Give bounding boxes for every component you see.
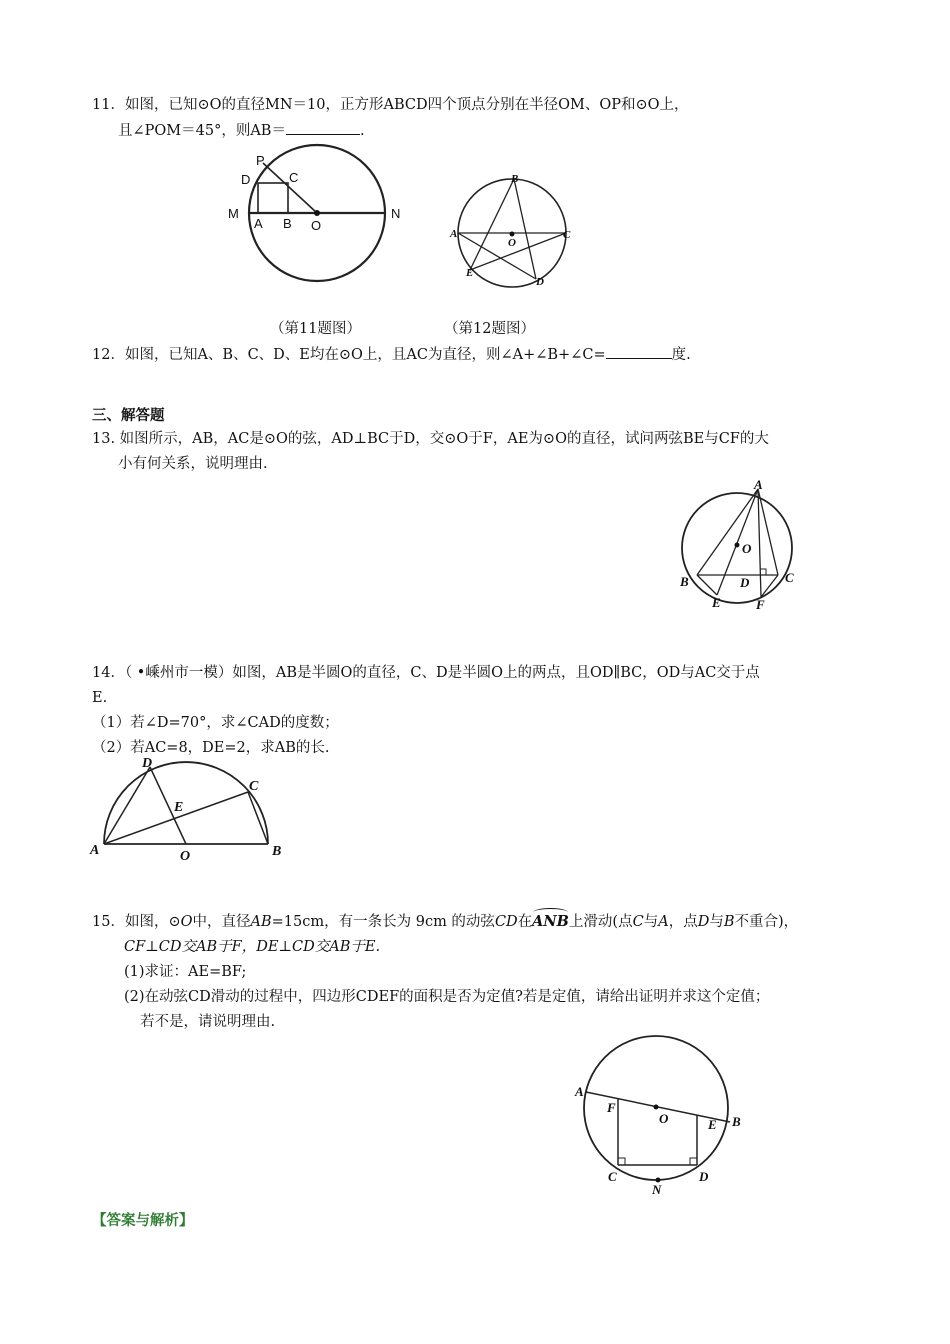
- q15-text-g: ，点: [668, 914, 698, 930]
- q14-line2: E.: [92, 690, 108, 706]
- q15-text-cd: CD: [494, 914, 518, 930]
- q11-label-a: A: [254, 216, 263, 231]
- q15-text-a: 15．如图，⊙: [92, 914, 181, 930]
- q15-text-d: 在: [517, 914, 533, 930]
- q15-text-ab: AB: [250, 914, 272, 930]
- q15-text-pd: D: [697, 914, 710, 930]
- q11-figure: [225, 140, 415, 295]
- q15-text-f: 与: [643, 914, 659, 930]
- q14-line1: 14．（ •嵊州市一模）如图，AB是半圆O的直径，C、D是半圆O上的两点，且OD∥BC，OD与AC交于点: [92, 665, 760, 681]
- q15-text-pa: A: [658, 914, 669, 930]
- q11-label-b: B: [283, 216, 292, 231]
- q14-part1: （1）若∠D=70°，求∠CAD的度数；: [92, 715, 339, 731]
- q15-part1: (1)求证：AE=BF;: [124, 964, 247, 980]
- q15-arc-mark: [533, 908, 568, 917]
- q15-text-e: 上滑动(点: [568, 914, 633, 930]
- q15-label-d: D: [699, 1169, 709, 1184]
- q12-label-c: C: [563, 229, 571, 241]
- q15-text-i: 不重合)，: [734, 914, 799, 930]
- q12-answer-blank: [606, 345, 672, 359]
- q11-line2: [118, 121, 365, 140]
- q11-square: [258, 183, 288, 213]
- q15-text-c: =15cm，有一条长为 9cm 的动弦: [271, 914, 495, 930]
- q15-text-o: O: [180, 914, 193, 930]
- q12-figure: [450, 170, 580, 290]
- q12-line1-end: 度.: [671, 347, 691, 363]
- q15-label-c: C: [608, 1169, 617, 1184]
- q11-line2-end: .: [359, 123, 365, 139]
- q11-label-p: P: [256, 153, 265, 168]
- q15-part3: 若不是，请说明理由.: [140, 1014, 276, 1030]
- q12-caption: （第12题图）: [444, 321, 535, 337]
- q12-label-a: A: [450, 228, 458, 240]
- q13-label-a: A: [754, 477, 763, 492]
- q15-label-o: O: [659, 1111, 669, 1126]
- q13-label-f: F: [756, 597, 765, 612]
- q12-label-e: E: [466, 267, 474, 279]
- q14-label-d: D: [142, 756, 153, 771]
- q11-line2-text: 且∠POM＝45°，则AB＝: [118, 123, 286, 139]
- section-title: 三、解答题: [92, 407, 165, 424]
- q14-label-c: C: [249, 779, 259, 794]
- q13-line2: 小有何关系，说明理由.: [118, 456, 268, 472]
- q13-label-d: D: [740, 575, 750, 590]
- q15-label-e: E: [708, 1117, 717, 1132]
- q11-center-dot: [314, 210, 320, 216]
- q15-arc-anb: [532, 913, 569, 931]
- q15-figure: [570, 1036, 750, 1196]
- q15-text-b: 中，直径: [192, 914, 251, 930]
- q15-label-a: A: [575, 1084, 584, 1099]
- q11-line1: 11．如图，已知⊙O的直径MN＝10，正方形ABCD四个顶点分别在半径OM、OP和⊙O上，: [92, 97, 689, 113]
- q12-label-o: O: [508, 237, 516, 249]
- q13-line1: 13. 如图所示，AB，AC是⊙O的弦，AD⊥BC于D，交⊙O于F，AE为⊙O的直径，试问两弦BE与CF的大: [92, 431, 769, 447]
- q14-label-o: O: [180, 849, 191, 864]
- q11-label-d: D: [241, 172, 251, 187]
- answer-heading: 【答案与解析】: [92, 1212, 194, 1229]
- q15-part2: (2)在动弦CD滑动的过程中，四边形CDEF的面积是否为定值?若是定值，请给出证明并求这个定值；: [124, 989, 770, 1005]
- q15-text-pc: C: [632, 914, 644, 930]
- q15-label-b: B: [732, 1114, 741, 1129]
- q13-figure: [676, 474, 806, 614]
- q13-label-o: O: [742, 541, 752, 556]
- q11-label-o: O: [311, 218, 322, 233]
- q12-label-d: D: [536, 276, 544, 288]
- q13-label-b: B: [680, 574, 689, 589]
- q15-text-h: 与: [709, 914, 724, 930]
- q15-line2: CF⊥CD交AB于F，DE⊥CD交AB于E.: [124, 939, 381, 955]
- q15-text-pb: B: [723, 914, 735, 930]
- q15-arc-text: ANB: [532, 913, 569, 930]
- q12-line1: [92, 345, 691, 364]
- q11-label-n: N: [391, 206, 401, 221]
- q11-answer-blank: [286, 121, 360, 135]
- q14-label-a: A: [90, 843, 100, 858]
- q14-figure: [88, 752, 293, 862]
- q13-label-c: C: [785, 570, 794, 585]
- q15-line1: [92, 913, 798, 931]
- q11-label-m: M: [228, 206, 239, 221]
- q12-line1-text: 12．如图，已知A、B、C、D、E均在⊙O上，且AC为直径，则∠A+∠B+∠C=: [92, 347, 606, 363]
- q14-part2: （2）若AC=8，DE=2，求AB的长.: [92, 740, 330, 756]
- q14-label-b: B: [272, 844, 282, 859]
- q11-caption: （第11题图）: [270, 321, 361, 337]
- q15-label-f: F: [607, 1100, 616, 1115]
- q15-label-n: N: [652, 1182, 662, 1197]
- q13-label-e: E: [712, 595, 721, 610]
- q11-label-c: C: [289, 170, 299, 185]
- q12-label-b: B: [511, 173, 519, 185]
- q14-label-e: E: [174, 800, 184, 815]
